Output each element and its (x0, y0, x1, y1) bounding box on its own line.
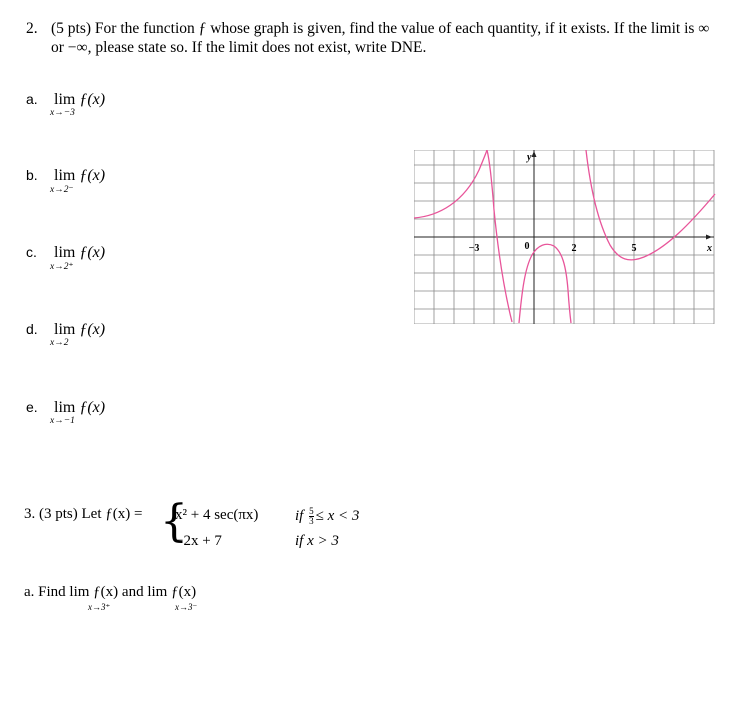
question-3-part-a (24, 584, 198, 612)
tick-label-5: 5 (631, 243, 637, 254)
question-3-prefix: 3. (3 pts) Let ƒ(x) = (24, 506, 143, 522)
piecewise-condition-1 (295, 507, 359, 526)
part-label: d. (26, 321, 38, 337)
limit-subscript-left: x→3⁻ (175, 602, 198, 612)
case-2-expression: −2x + 7 (175, 533, 222, 549)
limit-expression (50, 167, 106, 195)
tick-label-neg3: −3 (468, 243, 480, 254)
curve-branch-left-descending (487, 150, 512, 322)
piecewise-case-1 (175, 507, 258, 524)
case-1-expression: x² + 4 sec(πx) (175, 507, 259, 523)
limit-subscript: x→2 (50, 338, 69, 348)
piecewise-brace: { (160, 496, 188, 547)
case-2-condition: if x > 3 (295, 533, 339, 549)
part-label: e. (26, 399, 38, 415)
fraction-numerator: 5 (309, 506, 314, 516)
limit-expression (50, 321, 106, 348)
function-expression: ƒ(x) (79, 321, 106, 338)
curve-branch-right (586, 150, 715, 260)
limit-subscript: x→−3 (50, 108, 75, 118)
y-axis-arrow (532, 151, 537, 157)
tick-label-0: 0 (524, 241, 530, 252)
part-label: c. (26, 244, 37, 260)
x-axis-label: x (707, 243, 712, 254)
piecewise-case-2 (175, 533, 222, 550)
question-2 (26, 19, 726, 57)
part-label: a. (26, 91, 38, 107)
case-1-condition: ≤ x < 3 (315, 507, 360, 524)
x-axis-arrow (706, 235, 712, 240)
curve-branch-left (414, 150, 487, 218)
function-expression: ƒ(x) (79, 399, 106, 416)
function-graph (414, 150, 716, 324)
case-1-if: if (295, 507, 304, 524)
limit-expression (50, 91, 106, 118)
lim-word: lim (54, 321, 76, 338)
lim-word: lim (54, 91, 76, 108)
limit-subscript: x→−1 (50, 416, 75, 426)
lim-word: lim (54, 244, 76, 261)
limit-expression (50, 244, 106, 272)
limit-subscript: x→2⁺ (50, 262, 74, 272)
question-number: 2. (26, 20, 38, 37)
piecewise-condition-2 (295, 533, 339, 550)
tick-label-2: 2 (571, 243, 577, 254)
function-expression: ƒ(x) (79, 167, 106, 184)
function-expression: ƒ(x) (79, 244, 106, 261)
curve-branch-middle (519, 244, 571, 323)
part-a-text: a. Find lim ƒ(x) and lim ƒ(x) (24, 584, 197, 600)
limit-subscript: x→2⁻ (50, 185, 74, 195)
question-text: (5 pts) For the function ƒ whose graph is given, find the value of each quantity, if it exists. If the limit is ∞ or −∞, please state so. If the limit does not exist, write DNE. (51, 20, 710, 56)
lim-word: lim (54, 167, 76, 184)
function-expression: ƒ(x) (79, 91, 106, 108)
fraction-denominator: 3 (309, 516, 314, 526)
part-label: b. (26, 167, 38, 183)
limit-expression (50, 399, 106, 426)
fraction (309, 507, 314, 526)
y-axis-label: y (527, 152, 532, 163)
lim-word: lim (54, 399, 76, 416)
limit-subscript-right: x→3⁺ (88, 602, 111, 612)
